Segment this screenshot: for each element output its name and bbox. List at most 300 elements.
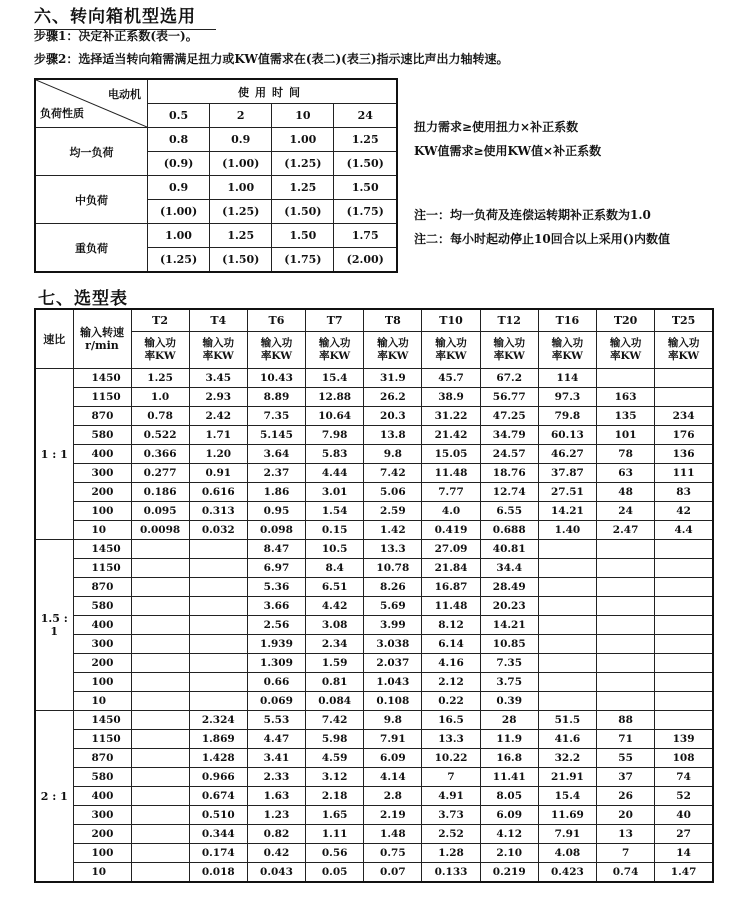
power-value-cell: 0.75	[364, 844, 422, 863]
power-value-cell: 88	[597, 711, 655, 730]
power-value-cell	[131, 540, 189, 559]
speed-header-line1: 输入转速	[80, 326, 124, 339]
power-value-cell: 0.186	[131, 483, 189, 502]
model-header: T16	[538, 309, 596, 332]
power-value-cell: 0.032	[189, 521, 247, 540]
power-value-cell	[655, 673, 713, 692]
power-value-cell: 45.7	[422, 369, 480, 388]
power-value-cell: 0.423	[538, 863, 596, 883]
power-value-cell: 15.4	[538, 787, 596, 806]
power-value-cell: 2.59	[364, 502, 422, 521]
power-value-cell: 135	[597, 407, 655, 426]
table1-hour-cell: 10	[272, 104, 334, 128]
power-value-cell: 0.22	[422, 692, 480, 711]
table1-load-label: 中负荷	[35, 176, 148, 224]
power-header	[480, 332, 538, 369]
power-value-cell: 10.43	[247, 369, 305, 388]
power-header-line2: 率KW	[260, 350, 292, 362]
power-value-cell: 0.966	[189, 768, 247, 787]
power-value-cell: 2.037	[364, 654, 422, 673]
power-value-cell: 3.99	[364, 616, 422, 635]
power-value-cell: 48	[597, 483, 655, 502]
formula-torque: 扭力需求≥使用扭力×补正系数	[414, 120, 579, 134]
power-value-cell: 4.08	[538, 844, 596, 863]
speed-cell: 10	[73, 521, 131, 540]
speed-cell: 1150	[73, 388, 131, 407]
power-value-cell: 18.76	[480, 464, 538, 483]
selection-header-row	[35, 309, 713, 332]
power-value-cell: 0.069	[247, 692, 305, 711]
power-header	[597, 332, 655, 369]
power-value-cell: 78	[597, 445, 655, 464]
power-value-cell: 67.2	[480, 369, 538, 388]
power-value-cell	[538, 654, 596, 673]
speed-cell: 10	[73, 863, 131, 883]
power-value-cell	[538, 578, 596, 597]
power-value-cell: 1.42	[364, 521, 422, 540]
power-value-cell: 0.674	[189, 787, 247, 806]
speed-cell: 400	[73, 445, 131, 464]
power-value-cell: 2.56	[247, 616, 305, 635]
power-value-cell: 14.21	[480, 616, 538, 635]
power-value-cell: 3.08	[306, 616, 364, 635]
power-value-cell: 1.71	[189, 426, 247, 445]
power-value-cell: 20.23	[480, 597, 538, 616]
table1-factor-paren-cell: (1.50)	[272, 200, 334, 224]
speed-header-line2: r/min	[85, 339, 119, 352]
power-value-cell: 3.64	[247, 445, 305, 464]
ratio-cell: 1.5 : 1	[35, 540, 73, 711]
power-value-cell	[655, 369, 713, 388]
power-header	[364, 332, 422, 369]
speed-cell: 580	[73, 426, 131, 445]
power-value-cell: 3.66	[247, 597, 305, 616]
power-value-cell: 83	[655, 483, 713, 502]
power-value-cell	[597, 540, 655, 559]
power-value-cell: 0.39	[480, 692, 538, 711]
speed-cell: 400	[73, 616, 131, 635]
power-value-cell: 0.313	[189, 502, 247, 521]
power-value-cell: 6.51	[306, 578, 364, 597]
selection-row	[35, 749, 713, 768]
power-value-cell	[597, 616, 655, 635]
power-value-cell: 10.64	[306, 407, 364, 426]
power-value-cell: 5.145	[247, 426, 305, 445]
power-value-cell	[538, 559, 596, 578]
speed-cell: 200	[73, 825, 131, 844]
power-value-cell: 0.78	[131, 407, 189, 426]
table1-factor-cell: 1.50	[272, 224, 334, 248]
table1-corner-bottom: 负荷性质	[40, 107, 84, 120]
power-value-cell	[131, 825, 189, 844]
speed-header	[73, 309, 131, 369]
power-value-cell: 1.0	[131, 388, 189, 407]
selection-row	[35, 426, 713, 445]
power-value-cell: 32.2	[538, 749, 596, 768]
table1-factor-cell: 1.50	[334, 176, 397, 200]
selection-row	[35, 369, 713, 388]
selection-row	[35, 483, 713, 502]
selection-row	[35, 825, 713, 844]
power-value-cell: 13.3	[422, 730, 480, 749]
power-header-line1: 输入功	[551, 337, 584, 349]
power-value-cell: 2.18	[306, 787, 364, 806]
power-value-cell	[597, 635, 655, 654]
power-value-cell	[189, 673, 247, 692]
power-value-cell: 13.8	[364, 426, 422, 445]
table1-hour-cell: 2	[210, 104, 272, 128]
table1-factor-cell: 0.8	[148, 128, 210, 152]
power-value-cell: 40	[655, 806, 713, 825]
power-value-cell: 4.0	[422, 502, 480, 521]
power-value-cell: 5.98	[306, 730, 364, 749]
section7-title: 七、选型表	[38, 289, 128, 309]
power-value-cell: 8.12	[422, 616, 480, 635]
selection-row	[35, 673, 713, 692]
power-value-cell	[655, 388, 713, 407]
power-value-cell: 139	[655, 730, 713, 749]
power-value-cell: 4.14	[364, 768, 422, 787]
power-header	[655, 332, 713, 369]
power-value-cell: 0.95	[247, 502, 305, 521]
model-header: T25	[655, 309, 713, 332]
power-value-cell: 13	[597, 825, 655, 844]
power-value-cell	[655, 654, 713, 673]
table1-factor-cell: 1.00	[148, 224, 210, 248]
power-value-cell: 55	[597, 749, 655, 768]
speed-cell: 200	[73, 483, 131, 502]
power-value-cell: 20.3	[364, 407, 422, 426]
power-value-cell	[131, 559, 189, 578]
power-value-cell	[131, 578, 189, 597]
power-value-cell: 176	[655, 426, 713, 445]
power-header-line2: 率KW	[551, 350, 583, 362]
power-value-cell: 3.01	[306, 483, 364, 502]
selection-row	[35, 464, 713, 483]
power-value-cell: 74	[655, 768, 713, 787]
table1-body	[35, 128, 397, 273]
speed-cell: 580	[73, 597, 131, 616]
power-value-cell: 0.174	[189, 844, 247, 863]
table1-factor-cell: 1.25	[334, 128, 397, 152]
power-header-line2: 率KW	[435, 350, 467, 362]
speed-cell: 580	[73, 768, 131, 787]
power-value-cell: 4.59	[306, 749, 364, 768]
power-value-cell: 8.47	[247, 540, 305, 559]
selection-row	[35, 787, 713, 806]
power-value-cell	[538, 692, 596, 711]
table1-load-label: 均一负荷	[35, 128, 148, 176]
power-value-cell	[597, 692, 655, 711]
selection-row	[35, 578, 713, 597]
table1-load-label: 重负荷	[35, 224, 148, 273]
power-value-cell: 7	[597, 844, 655, 863]
power-value-cell: 9.8	[364, 445, 422, 464]
power-header	[247, 332, 305, 369]
power-value-cell	[131, 844, 189, 863]
table1-factor-cell: 1.00	[272, 128, 334, 152]
table1-factor-paren-cell: (1.50)	[334, 152, 397, 176]
power-value-cell	[131, 635, 189, 654]
power-value-cell: 1.23	[247, 806, 305, 825]
power-value-cell: 1.65	[306, 806, 364, 825]
power-value-cell: 5.53	[247, 711, 305, 730]
power-value-cell: 1.63	[247, 787, 305, 806]
power-value-cell: 14.21	[538, 502, 596, 521]
power-value-cell	[131, 654, 189, 673]
power-value-cell: 11.41	[480, 768, 538, 787]
power-value-cell: 16.8	[480, 749, 538, 768]
power-value-cell: 1.869	[189, 730, 247, 749]
power-header-line2: 率KW	[144, 350, 176, 362]
table1-factor-paren-cell: (1.75)	[334, 200, 397, 224]
table1-factor-paren-cell: (1.25)	[148, 248, 210, 273]
power-value-cell: 0.0098	[131, 521, 189, 540]
power-header	[306, 332, 364, 369]
power-value-cell: 1.309	[247, 654, 305, 673]
model-header: T8	[364, 309, 422, 332]
power-value-cell	[655, 616, 713, 635]
power-value-cell: 4.12	[480, 825, 538, 844]
power-value-cell: 10.85	[480, 635, 538, 654]
speed-cell: 300	[73, 464, 131, 483]
table1-row	[35, 176, 397, 200]
speed-cell: 400	[73, 787, 131, 806]
power-value-cell: 2.93	[189, 388, 247, 407]
power-value-cell: 234	[655, 407, 713, 426]
power-value-cell: 0.344	[189, 825, 247, 844]
ratio-cell: 2 : 1	[35, 711, 73, 883]
power-value-cell	[189, 616, 247, 635]
power-value-cell: 2.19	[364, 806, 422, 825]
power-value-cell: 0.56	[306, 844, 364, 863]
speed-cell: 1150	[73, 559, 131, 578]
power-header-line1: 输入功	[609, 337, 642, 349]
power-value-cell: 2.34	[306, 635, 364, 654]
power-value-cell: 1.25	[131, 369, 189, 388]
selection-row	[35, 635, 713, 654]
power-value-cell: 2.10	[480, 844, 538, 863]
power-value-cell: 0.133	[422, 863, 480, 883]
power-value-cell: 27.09	[422, 540, 480, 559]
power-value-cell: 7.91	[538, 825, 596, 844]
power-value-cell	[131, 787, 189, 806]
power-value-cell: 16.87	[422, 578, 480, 597]
power-value-cell: 163	[597, 388, 655, 407]
power-value-cell: 0.82	[247, 825, 305, 844]
power-value-cell: 0.277	[131, 464, 189, 483]
power-header-line1: 输入功	[435, 337, 467, 349]
power-value-cell: 3.41	[247, 749, 305, 768]
power-value-cell: 0.81	[306, 673, 364, 692]
power-value-cell	[597, 673, 655, 692]
power-header	[131, 332, 189, 369]
power-value-cell: 1.40	[538, 521, 596, 540]
power-value-cell: 3.45	[189, 369, 247, 388]
formula-kw: KW值需求≥使用KW值×补正系数	[414, 144, 602, 158]
power-value-cell: 0.366	[131, 445, 189, 464]
power-value-cell: 31.9	[364, 369, 422, 388]
power-value-cell: 1.59	[306, 654, 364, 673]
power-value-cell: 3.73	[422, 806, 480, 825]
table1-corner-cell	[35, 79, 148, 128]
power-value-cell: 6.14	[422, 635, 480, 654]
table1-factor-paren-cell: (1.50)	[210, 248, 272, 273]
table1-factor-paren-cell: (1.00)	[148, 200, 210, 224]
step2-text: 步骤2：选择适当转向箱需满足扭力或KW值需求在(表二)(表三)指示速比声出力轴转速。	[34, 52, 509, 66]
power-value-cell: 2.324	[189, 711, 247, 730]
table1-factor-cell: 1.25	[210, 224, 272, 248]
power-value-cell: 47.25	[480, 407, 538, 426]
power-value-cell: 12.74	[480, 483, 538, 502]
power-value-cell: 2.33	[247, 768, 305, 787]
note-one: 注一：均一负荷及连偿运转期补正系数为1.0	[414, 208, 651, 222]
power-value-cell: 114	[538, 369, 596, 388]
ratio-cell: 1 : 1	[35, 369, 73, 540]
power-value-cell: 0.084	[306, 692, 364, 711]
power-value-cell: 2.12	[422, 673, 480, 692]
power-value-cell	[131, 673, 189, 692]
power-value-cell: 0.098	[247, 521, 305, 540]
power-value-cell: 97.3	[538, 388, 596, 407]
power-value-cell: 0.510	[189, 806, 247, 825]
power-value-cell	[597, 654, 655, 673]
power-value-cell: 21.84	[422, 559, 480, 578]
speed-cell: 870	[73, 578, 131, 597]
power-value-cell: 0.07	[364, 863, 422, 883]
power-value-cell	[538, 635, 596, 654]
power-header-line1: 输入功	[260, 337, 293, 349]
power-header	[538, 332, 596, 369]
power-value-cell	[189, 540, 247, 559]
power-value-cell: 24.57	[480, 445, 538, 464]
power-value-cell: 0.74	[597, 863, 655, 883]
power-value-cell: 11.48	[422, 597, 480, 616]
power-value-cell: 0.018	[189, 863, 247, 883]
table1-factor-paren-cell: (1.25)	[272, 152, 334, 176]
power-value-cell: 6.09	[364, 749, 422, 768]
power-value-cell: 0.66	[247, 673, 305, 692]
power-value-cell: 3.75	[480, 673, 538, 692]
table1-time-header: 使用时间	[148, 79, 398, 104]
power-value-cell: 8.05	[480, 787, 538, 806]
power-value-cell: 1.54	[306, 502, 364, 521]
power-value-cell: 31.22	[422, 407, 480, 426]
power-value-cell	[655, 635, 713, 654]
power-value-cell: 108	[655, 749, 713, 768]
power-value-cell: 1.20	[189, 445, 247, 464]
power-value-cell: 10.22	[422, 749, 480, 768]
power-value-cell: 5.69	[364, 597, 422, 616]
power-value-cell: 34.4	[480, 559, 538, 578]
table1-factor-paren-cell: (2.00)	[334, 248, 397, 273]
power-value-cell: 7.98	[306, 426, 364, 445]
power-value-cell	[131, 711, 189, 730]
power-value-cell: 26.2	[364, 388, 422, 407]
power-value-cell: 111	[655, 464, 713, 483]
model-header: T20	[597, 309, 655, 332]
power-value-cell	[597, 559, 655, 578]
power-value-cell: 7.77	[422, 483, 480, 502]
power-value-cell: 21.42	[422, 426, 480, 445]
power-header-line1: 输入功	[377, 337, 409, 349]
power-value-cell: 0.043	[247, 863, 305, 883]
power-value-cell: 9.8	[364, 711, 422, 730]
selection-row	[35, 521, 713, 540]
selection-row	[35, 692, 713, 711]
power-header-line1: 输入功	[144, 337, 176, 349]
power-header	[422, 332, 480, 369]
power-header-line2: 率KW	[493, 350, 525, 362]
power-value-cell: 52	[655, 787, 713, 806]
power-value-cell	[655, 559, 713, 578]
selection-row	[35, 388, 713, 407]
selection-row	[35, 407, 713, 426]
power-value-cell: 0.15	[306, 521, 364, 540]
power-value-cell: 6.97	[247, 559, 305, 578]
power-header-line2: 率KW	[202, 350, 234, 362]
correction-factor-table	[34, 78, 398, 273]
power-value-cell: 5.06	[364, 483, 422, 502]
power-value-cell: 136	[655, 445, 713, 464]
power-value-cell	[131, 692, 189, 711]
power-header-line1: 输入功	[318, 337, 351, 349]
ratio-header: 速比	[35, 309, 73, 369]
power-value-cell: 0.108	[364, 692, 422, 711]
power-value-cell: 38.9	[422, 388, 480, 407]
power-value-cell: 7.91	[364, 730, 422, 749]
power-value-cell: 10.78	[364, 559, 422, 578]
power-value-cell	[189, 635, 247, 654]
power-value-cell	[597, 578, 655, 597]
speed-cell: 300	[73, 635, 131, 654]
power-header-row	[35, 332, 713, 369]
power-value-cell: 8.4	[306, 559, 364, 578]
section6-title	[34, 2, 196, 27]
power-value-cell	[189, 578, 247, 597]
power-value-cell: 14	[655, 844, 713, 863]
power-value-cell: 1.86	[247, 483, 305, 502]
selection-row	[35, 540, 713, 559]
power-value-cell: 1.939	[247, 635, 305, 654]
power-value-cell	[655, 597, 713, 616]
power-value-cell: 0.91	[189, 464, 247, 483]
table1-hour-cell: 24	[334, 104, 397, 128]
power-value-cell: 0.419	[422, 521, 480, 540]
power-value-cell: 28	[480, 711, 538, 730]
power-header-line2: 率KW	[319, 350, 351, 362]
power-value-cell: 40.81	[480, 540, 538, 559]
power-value-cell: 5.36	[247, 578, 305, 597]
model-header: T6	[247, 309, 305, 332]
power-value-cell	[131, 616, 189, 635]
section6-title-text: 六、转向箱机型选用	[34, 7, 196, 27]
power-value-cell	[655, 578, 713, 597]
selection-row	[35, 445, 713, 464]
table1-hour-cell: 0.5	[148, 104, 210, 128]
power-value-cell	[131, 730, 189, 749]
power-value-cell: 63	[597, 464, 655, 483]
power-value-cell: 7.42	[364, 464, 422, 483]
table1-factor-paren-cell: (0.9)	[148, 152, 210, 176]
power-value-cell	[131, 863, 189, 883]
table1-factor-cell: 1.00	[210, 176, 272, 200]
selection-row	[35, 768, 713, 787]
power-value-cell	[597, 369, 655, 388]
power-value-cell: 1.47	[655, 863, 713, 883]
speed-cell: 1450	[73, 369, 131, 388]
power-value-cell	[131, 749, 189, 768]
